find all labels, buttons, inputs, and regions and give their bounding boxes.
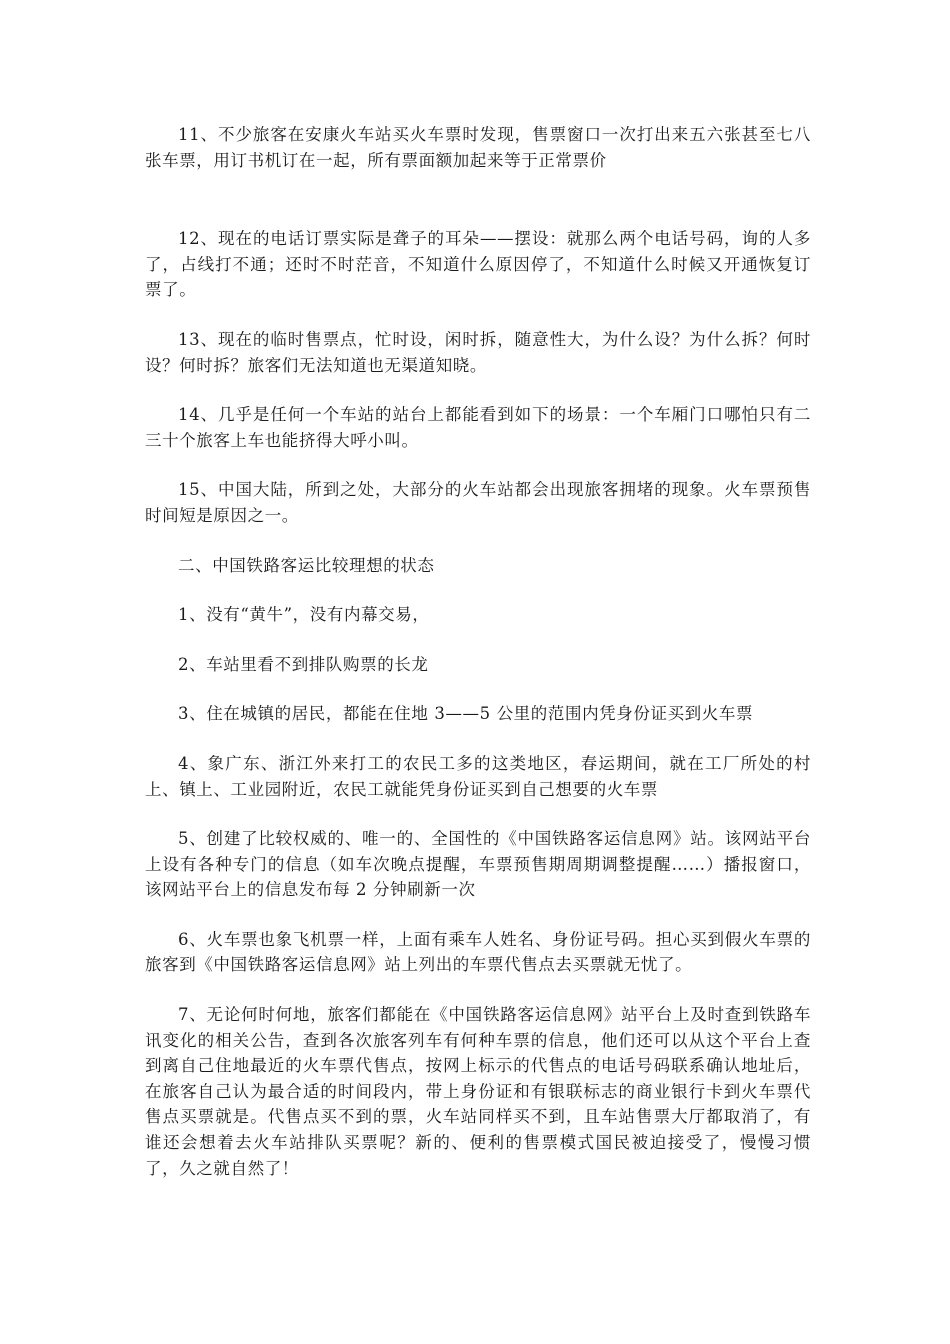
paragraph-item-15: 15、中国大陆，所到之处，大部分的火车站都会出现旅客拥堵的现象。火车票预售时间短是原因之一。 bbox=[145, 480, 811, 525]
list-item-7: 7、无论何时何地，旅客们都能在《中国铁路客运信息网》站平台上及时查到铁路车讯变化的相关公告，查到各次旅客列车有何种车票的信息，他们还可以从这个平台上查到离自己住地最近的火车票代售点，按网上标示的代售点的电话号码联系确认地址后，在旅客自己认为最合适的时间段内，带上身份证和有银联标志的商业银行卡到火车票代售点买票就是。代售点买不到的票，火车站同样买不到，且车站售票大厅都取消了，有谁还会想着去火车站排队买票呢？新的、便利的售票模式国民被迫接受了，慢慢习惯了，久之就自然了！ bbox=[145, 1005, 811, 1178]
list-item-4: 4、象广东、浙江外来打工的农民工多的这类地区，春运期间，就在工厂所处的村上、镇上、工业园附近，农民工就能凭身份证买到自己想要的火车票 bbox=[145, 753, 811, 799]
paragraph-item-13: 13、现在的临时售票点，忙时设，闲时拆，随意性大，为什么设？为什么拆？何时设？何时拆？旅客们无法知道也无渠道知晓。 bbox=[145, 329, 811, 375]
document-page bbox=[145, 122, 811, 1181]
paragraph-item-12: 12、现在的电话订票实际是聋子的耳朵——摆设：就那么两个电话号码，询的人多了，占线打不通；还时不时茫音，不知道什么原因停了，不知道什么时候又开通恢复订票了。 bbox=[145, 229, 811, 300]
paragraph-item-14: 14、几乎是任何一个车站的站台上都能看到如下的场景：一个车厢门口哪怕只有二三十个旅客上车也能挤得大呼小叫。 bbox=[145, 405, 811, 450]
list-item-3: 3、住在城镇的居民，都能在住地 3——5 公里的范围内凭身份证买到火车票 bbox=[178, 704, 754, 724]
paragraph-item-11: 11、不少旅客在安康火车站买火车票时发现，售票窗口一次打出来五六张甚至七八张车票，用订书机订在一起，所有票面额加起来等于正常票价 bbox=[145, 125, 811, 170]
list-item-5: 5、创建了比较权威的、唯一的、全国性的《中国铁路客运信息网》站。该网站平台上设有各种专门的信息（如车次晚点提醒，车票预售期周期调整提醒……）播报窗口，该网站平台上的信息发布每 2 分钟刷新一次 bbox=[145, 829, 811, 900]
list-item-1: 1、没有“黄牛”，没有内幕交易， bbox=[178, 605, 430, 625]
list-item-6: 6、火车票也象飞机票一样，上面有乘车人姓名、身份证号码。担心买到假火车票的旅客到《中国铁路客运信息网》站上列出的车票代售点去买票就无忧了。 bbox=[145, 929, 811, 975]
section-heading: 二、中国铁路客运比较理想的状态 bbox=[178, 555, 435, 575]
list-item-2: 2、车站里看不到排队购票的长龙 bbox=[178, 654, 429, 674]
